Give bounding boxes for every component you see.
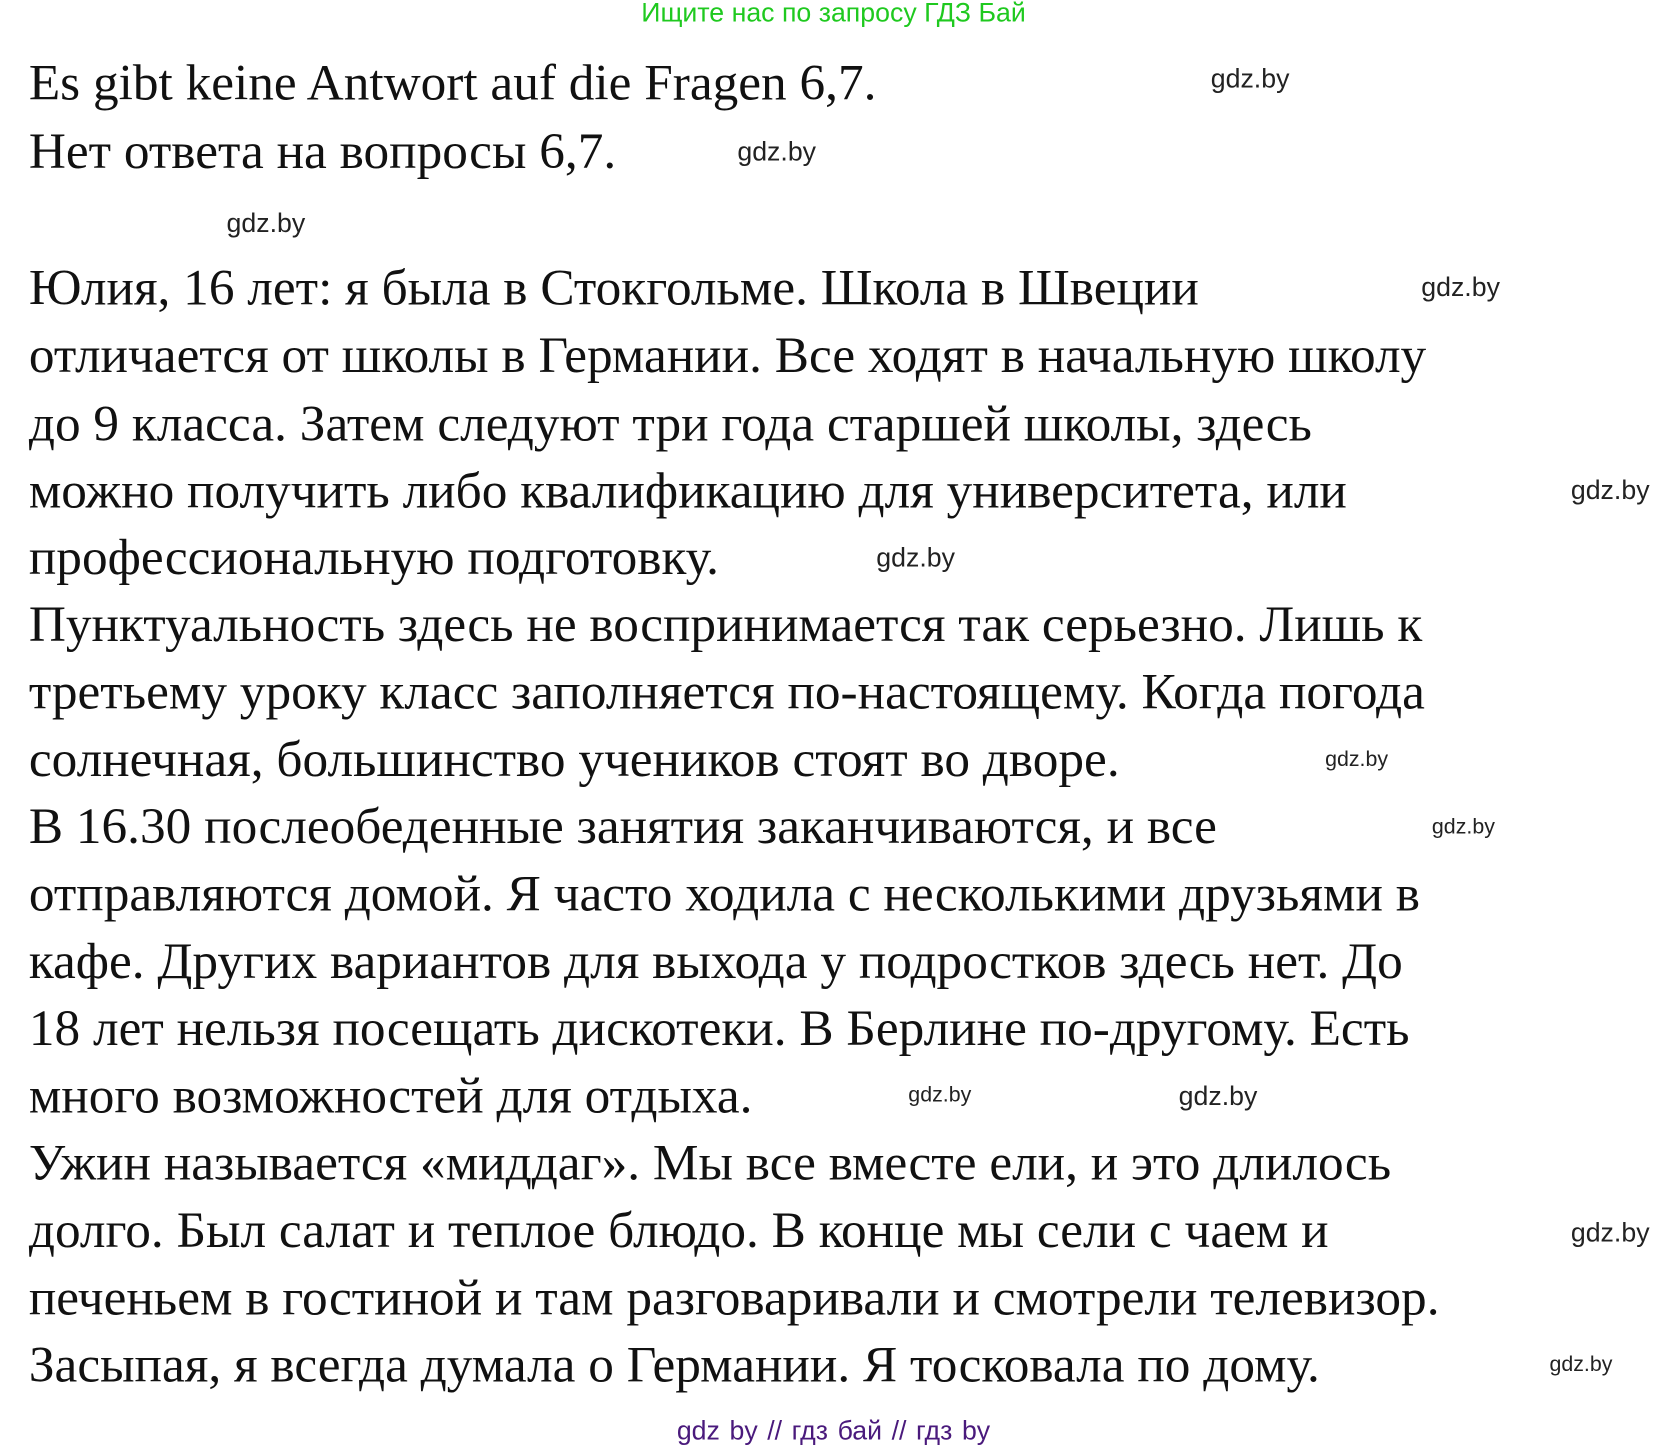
text-line: Засыпая, я всегда думала о Германии. Я тосковала по дому. (28, 1336, 1320, 1394)
search-hint-banner[interactable]: Ищите нас по запросу ГДЗ Бай (641, 0, 1026, 28)
watermark: gdz.by (1431, 815, 1495, 839)
text-line: 18 лет нельзя посещать дискотеки. В Берлине по-другому. Есть (28, 1000, 1410, 1057)
text-line: много возможностей для отдыха. (28, 1067, 753, 1125)
watermark: gdz.by (1570, 475, 1650, 506)
watermark: gdz.by (1570, 1218, 1650, 1249)
text-line: можно получить либо квалификацию для университета, или (28, 462, 1347, 520)
watermark: gdz.by (1549, 1352, 1613, 1377)
watermark: gdz.by (1421, 272, 1500, 303)
text-line: третьему уроку класс заполняется по-настоящему. Когда погода (28, 663, 1425, 721)
watermark: gdz.by (1178, 1081, 1258, 1112)
text-line: профессиональную подготовку. (28, 528, 719, 586)
watermark: gdz.by (226, 208, 306, 239)
text-line: Es gibt keine Antwort auf die Fragen 6,7. (28, 54, 877, 112)
watermark: gdz.by (876, 542, 955, 573)
watermark: gdz.by (908, 1083, 972, 1108)
text-line: отправляются домой. Я часто ходила с несколькими друзьями в (28, 865, 1420, 923)
text-line: Юлия, 16 лет: я была в Стокгольме. Школа в Швеции (28, 259, 1199, 317)
text-line: Нет ответа на вопросы 6,7. (28, 122, 617, 180)
watermark: gdz.by (737, 136, 817, 167)
text-line: Ужин называется «миддаг». Мы все вместе ели, и это длилось (28, 1134, 1392, 1192)
text-line: кафе. Других вариантов для выхода у подростков здесь нет. До (28, 932, 1403, 990)
text-line: Пунктуальность здесь не воспринимается так серьезно. Лишь к (28, 596, 1423, 653)
footer-links[interactable]: gdz by // гдз бай // гдз by (676, 1415, 991, 1446)
text-line: отличается от школы в Германии. Все ходят в начальную школу (28, 326, 1427, 384)
text-line: долго. Был салат и теплое блюдо. В конце мы сели с чаем и (28, 1202, 1329, 1259)
text-line: печеньем в гостиной и там разговаривали и смотрели телевизор. (28, 1269, 1440, 1327)
text-line: до 9 класса. Затем следуют три года старшей школы, здесь (28, 395, 1312, 453)
watermark: gdz.by (1325, 748, 1389, 772)
text-line: В 16.30 послеобеденные занятия заканчиваются, и все (28, 798, 1217, 855)
watermark: gdz.by (1210, 64, 1290, 95)
text-line: солнечная, большинство учеников стоят во дворе. (28, 730, 1120, 788)
